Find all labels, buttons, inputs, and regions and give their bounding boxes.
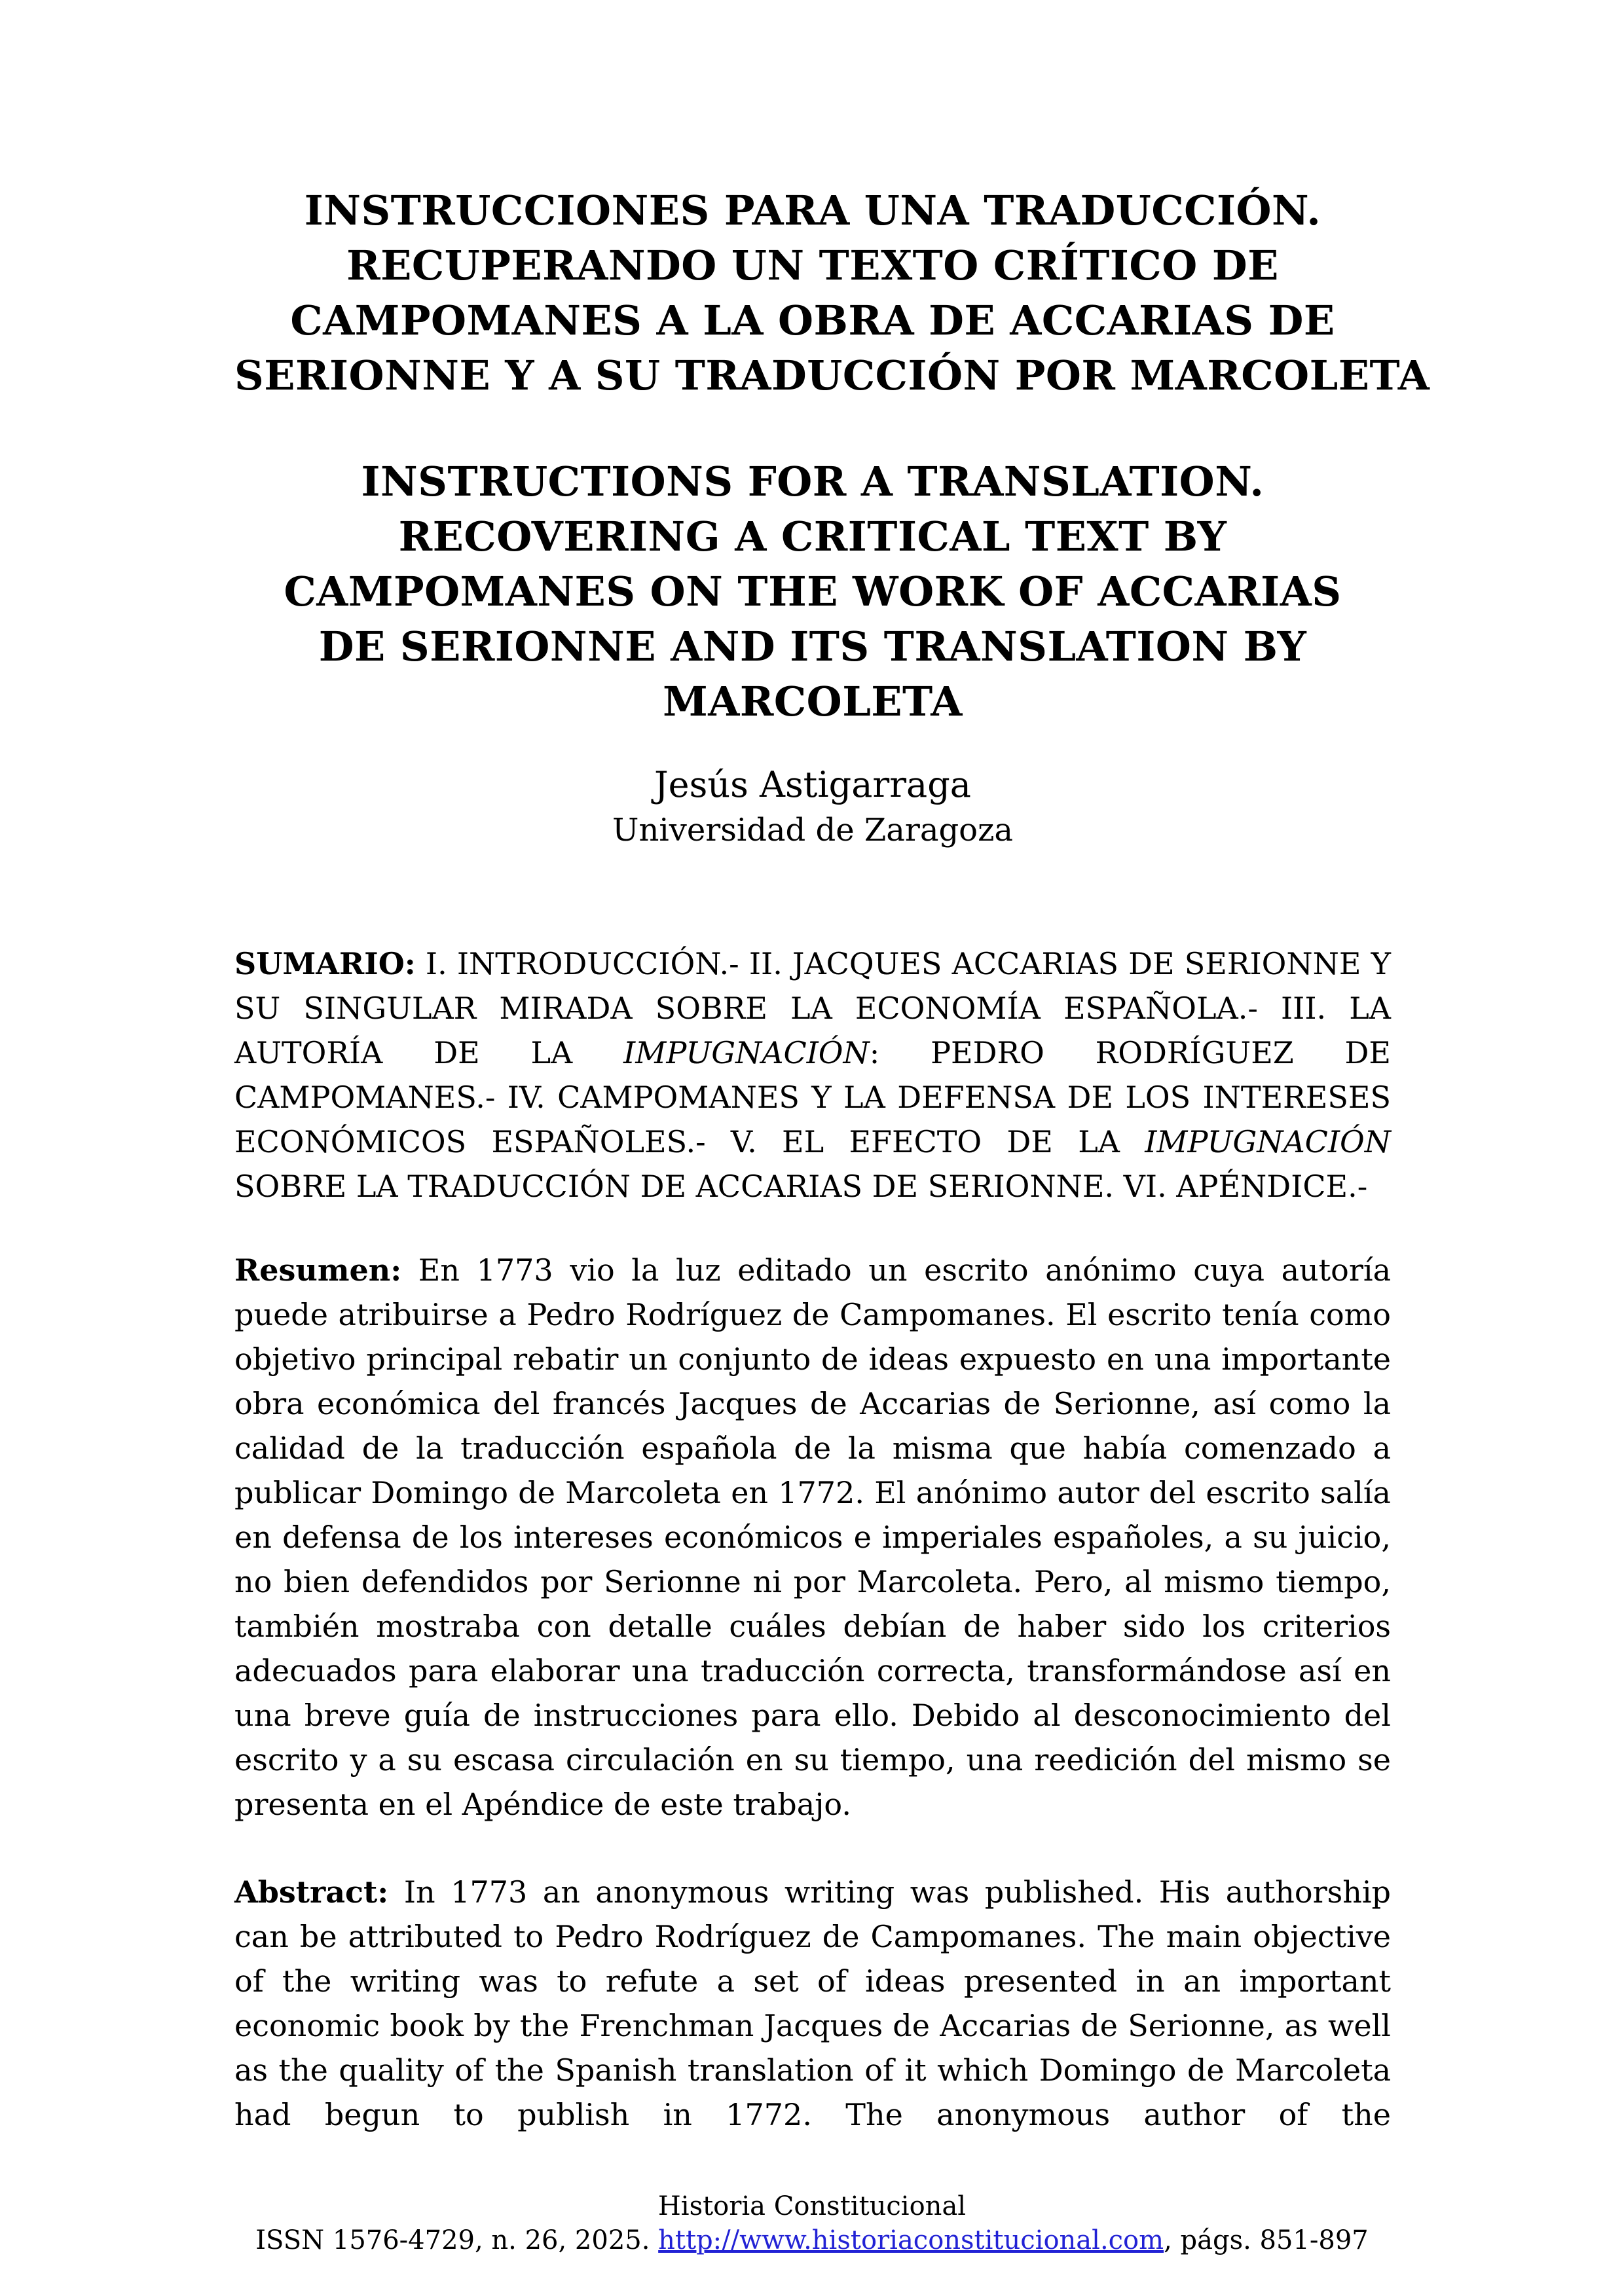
title-en-line: CAMPOMANES ON THE WORK OF ACCARIAS xyxy=(284,568,1342,615)
sumario-label: SUMARIO: xyxy=(234,946,416,981)
summary-paragraph xyxy=(234,941,1391,1209)
title-en-line: INSTRUCTIONS FOR A TRANSLATION. xyxy=(361,458,1264,505)
title-en-line: RECOVERING A CRITICAL TEXT BY xyxy=(398,513,1227,560)
title-es-line: SERIONNE Y A SU TRADUCCIÓN POR MARCOLETA xyxy=(234,352,1430,399)
abstract-label: Abstract: xyxy=(234,1874,389,1910)
title-es-line: RECUPERANDO UN TEXTO CRÍTICO DE xyxy=(346,242,1279,289)
sumario-italic-term: IMPUGNACIÓN xyxy=(623,1035,870,1070)
title-es-line: CAMPOMANES A LA OBRA DE ACCARIAS DE xyxy=(290,297,1335,344)
journal-url-link[interactable]: http://www.historiaconstitucional.com xyxy=(658,2225,1164,2255)
issn-line xyxy=(0,2223,1624,2257)
resumen-label: Resumen: xyxy=(234,1252,402,1288)
title-en-line: MARCOLETA xyxy=(663,678,963,725)
issn-text: ISSN 1576-4729, n. 26, 2025. xyxy=(255,2225,659,2255)
author-name: Jesús Astigarraga xyxy=(654,764,971,805)
journal-name: Historia Constitucional xyxy=(657,2191,967,2221)
resumen-paragraph xyxy=(234,1248,1391,1827)
author-affiliation: Universidad de Zaragoza xyxy=(612,812,1013,848)
title-en-line: DE SERIONNE AND ITS TRANSLATION BY xyxy=(318,623,1307,670)
abstract-paragraph xyxy=(234,1870,1391,2137)
page-title-en xyxy=(234,454,1391,729)
sumario-text: I. INTRODUCCIÓN.- II. JACQUES ACCARIAS DE SERIONNE Y SU SINGULAR MIRADA SOBRE LA ECONOMÍA ESPAÑOLA.- III. LA AUTORÍA DE LA xyxy=(234,946,1391,1070)
title-es-line: INSTRUCCIONES PARA UNA TRADUCCIÓN. xyxy=(304,187,1321,234)
pages-text: , págs. 851-897 xyxy=(1164,2225,1369,2255)
sumario-text: : PEDRO RODRÍGUEZ DE CAMPOMANES.- IV. CAMPOMANES Y LA DEFENSA DE LOS INTERESES ECONÓMICOS ESPAÑOLES.- V. EL EFECTO DE LA xyxy=(234,1035,1391,1159)
page-content xyxy=(234,183,1430,2167)
page-title-es xyxy=(234,183,1430,403)
sumario-text: SOBRE LA TRADUCCIÓN DE ACCARIAS DE SERIONNE. VI. APÉNDICE.- xyxy=(234,1169,1368,1204)
resumen-text: En 1773 vio la luz editado un escrito anónimo cuya autoría puede atribuirse a Pedro Rodríguez de Campomanes. El escrito tenía como objetivo principal rebatir un conjunto de ideas expuesto en una importante obra económica del francés Jacques de Accarias de Serionne, así como la calidad de la traducción española de la misma que había comenzado a publicar Domingo de Marcoleta en 1772. El anónimo autor del escrito salía en defensa de los intereses económicos e imperiales españoles, a su juicio, no bien defendidos por Serionne ni por Marcoleta. Pero, al mismo tiempo, también mostraba con detalle cuáles debían de haber sido los criterios adecuados para elaborar una traducción correcta, transformándose así en una breve guía de instrucciones para ello. Debido al desconocimiento del escrito y a su escasa circulación en su tiempo, una reedición del mismo se presenta en el Apéndice de este trabajo. xyxy=(234,1252,1391,1822)
sumario-italic-term: IMPUGNACIÓN xyxy=(1145,1124,1391,1159)
abstract-text: In 1773 an anonymous writing was published. His authorship can be attributed to Pedro Rodríguez de Campomanes. The main objective of the writing was to refute a set of ideas presented in an important economic book by the Frenchman Jacques de Accarias de Serionne, as well as the quality of the Spanish translation of it which Domingo de Marcoleta had begun to publish in 1772. The anonymous author of the xyxy=(234,1874,1391,2132)
page-footer xyxy=(0,2189,1624,2257)
